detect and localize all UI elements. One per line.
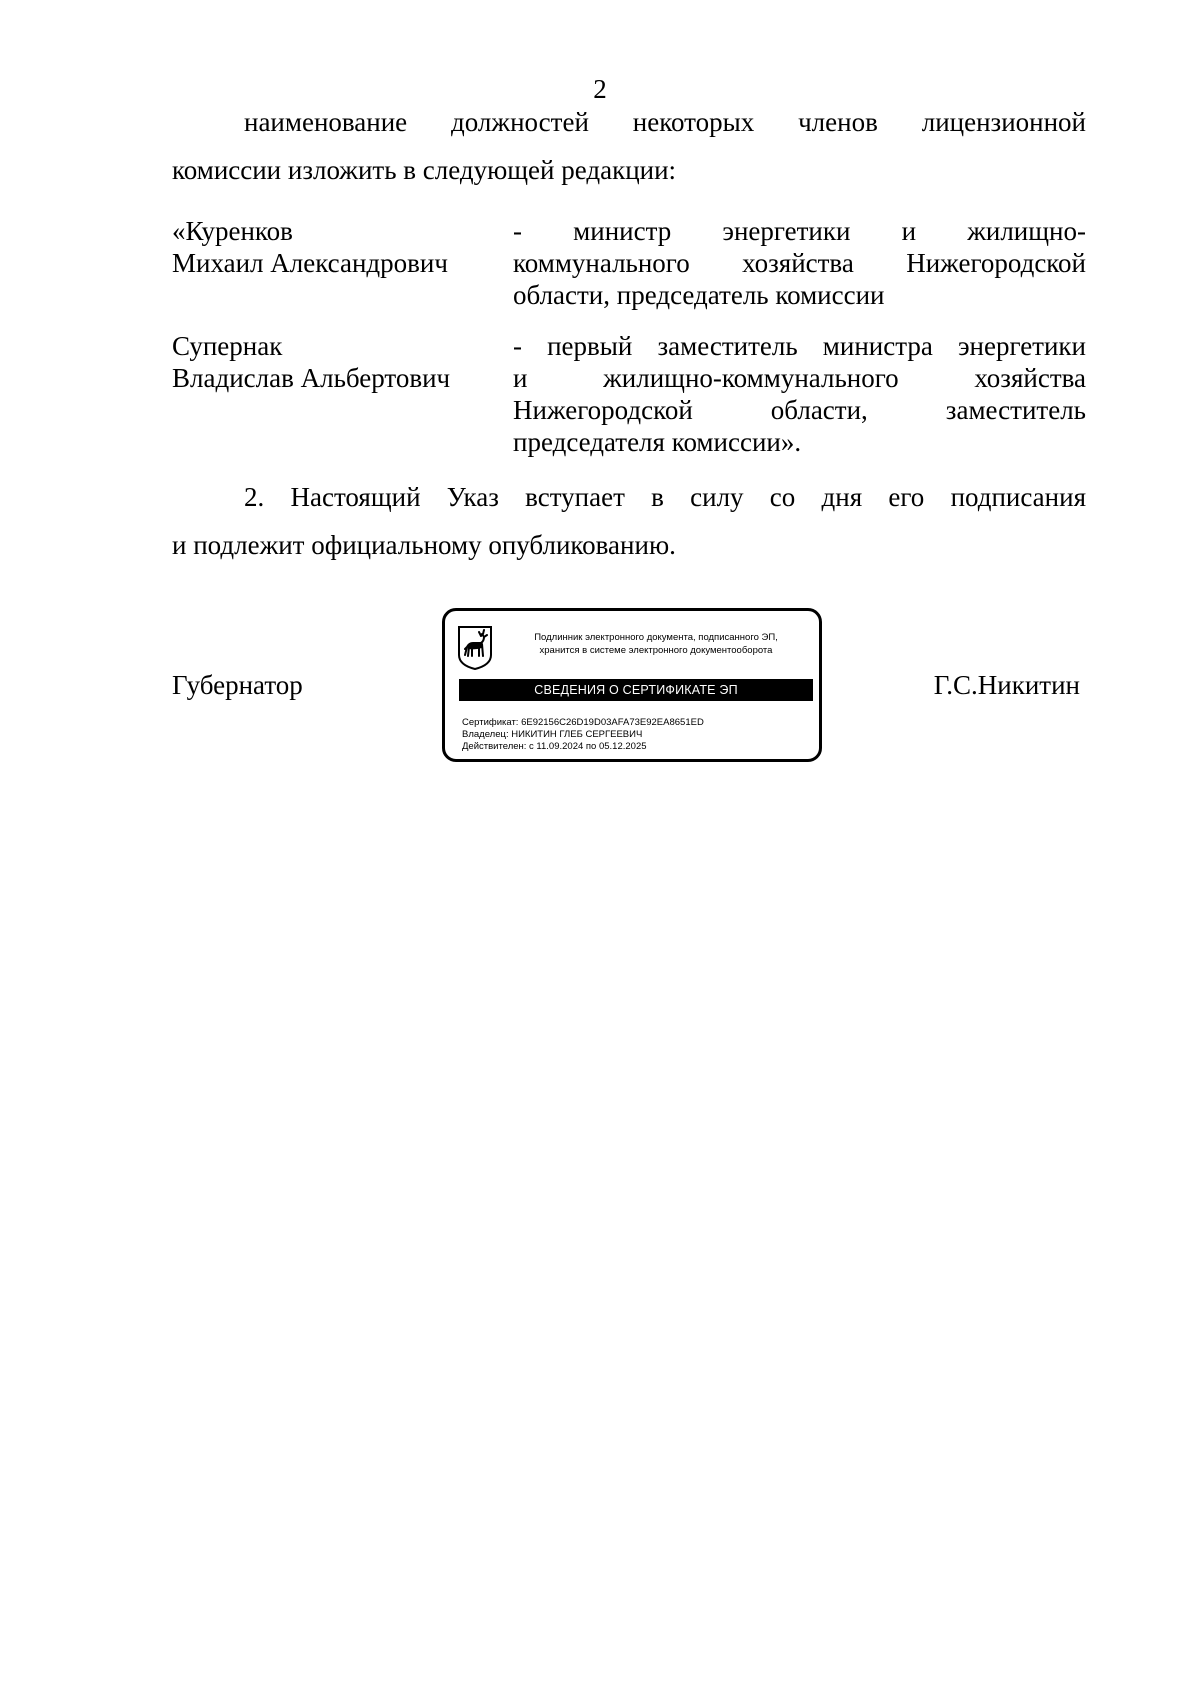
member-position	[513, 215, 1086, 311]
intro-line-1: наименование должностей некоторых членов лицензионной	[244, 107, 1086, 137]
electronic-signature-stamp	[442, 608, 822, 762]
position-line: коммунального хозяйства Нижегородской	[513, 248, 1086, 278]
signatory-title: Губернатор	[172, 670, 303, 700]
deer-coat-of-arms-icon	[457, 625, 493, 671]
stamp-header-line: хранится в системе электронного документооборота	[539, 645, 773, 656]
position-line: - министр энергетики и жилищно-	[513, 216, 1086, 246]
member-surname: Супернак	[172, 331, 283, 361]
clause-2-paragraph	[172, 473, 1086, 569]
certificate-validity: Действителен: с 11.09.2024 по 05.12.2025	[462, 741, 647, 752]
position-line: - первый заместитель министра энергетики	[513, 331, 1086, 361]
position-line: области, председатель комиссии	[513, 280, 885, 310]
position-line: и жилищно-коммунального хозяйства	[513, 363, 1086, 393]
stamp-details	[462, 717, 812, 753]
stamp-header-line: Подлинник электронного документа, подписанного ЭП,	[534, 632, 778, 643]
member-entry-supernak	[172, 330, 1086, 460]
signatory-name: Г.С.Никитин	[933, 670, 1080, 700]
clause-2-line-2: и подлежит официальному опубликованию.	[172, 530, 676, 560]
member-position	[513, 330, 1086, 458]
member-entry-kurenkov	[172, 215, 1086, 315]
stamp-banner: СВЕДЕНИЯ О СЕРТИФИКАТЕ ЭП	[459, 679, 813, 701]
member-surname: «Куренков	[172, 216, 293, 246]
member-given-names: Владислав Альбертович	[172, 363, 451, 393]
clause-2-line-1: 2. Настоящий Указ вступает в силу со дня его подписания	[244, 482, 1086, 512]
intro-line-2: комиссии изложить в следующей редакции:	[172, 155, 677, 185]
position-line: председателя комиссии».	[513, 427, 802, 457]
member-given-names: Михаил Александрович	[172, 248, 448, 278]
member-name	[172, 330, 502, 394]
intro-paragraph	[172, 98, 1086, 194]
certificate-number: Сертификат: 6E92156C26D19D03AFA73E92EA8651ED	[462, 717, 704, 728]
position-line: Нижегородской области, заместитель	[513, 395, 1086, 425]
page-number: 2	[593, 74, 607, 104]
certificate-owner: Владелец: НИКИТИН ГЛЕБ СЕРГЕЕВИЧ	[462, 729, 643, 740]
member-name	[172, 215, 502, 279]
stamp-header	[501, 631, 811, 657]
